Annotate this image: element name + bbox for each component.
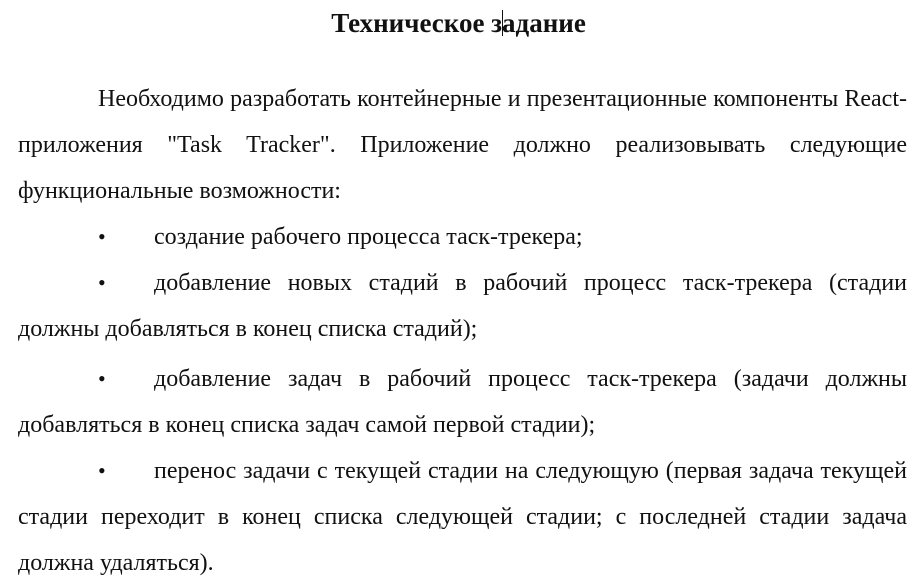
bullet-icon: • — [98, 458, 106, 483]
list-item — [18, 260, 907, 352]
title-text-end: адание — [502, 8, 586, 38]
list-item — [18, 356, 907, 448]
list-item — [18, 214, 907, 260]
document-title — [0, 6, 917, 40]
list-item-text: перенос задачи с текущей стадии на следующую (первая задача текущей стадии переходит в конец списка следующей стадии; с последней стадии задача должна удаляться). — [18, 458, 907, 576]
list-item-text: создание рабочего процесса таск-трекера; — [154, 224, 583, 250]
bullet-icon: • — [98, 366, 106, 391]
title-text-start: Техническое з — [331, 8, 503, 38]
bullet-icon: • — [98, 224, 106, 249]
list-item — [18, 448, 907, 586]
bullet-icon: • — [98, 270, 106, 295]
list-item-text: добавление новых стадий в рабочий процесс таск-трекера (стадии должны добавляться в конец списка стадий); — [18, 270, 907, 342]
intro-paragraph: Необходимо разработать контейнерные и презентационные компоненты React-приложения "Task Tracker". Приложение должно реализовывать следующие функциональные возможности: — [18, 86, 907, 204]
list-item-text: добавление задач в рабочий процесс таск-трекера (задачи должны добавляться в конец списка задач самой первой стадии); — [18, 366, 907, 438]
